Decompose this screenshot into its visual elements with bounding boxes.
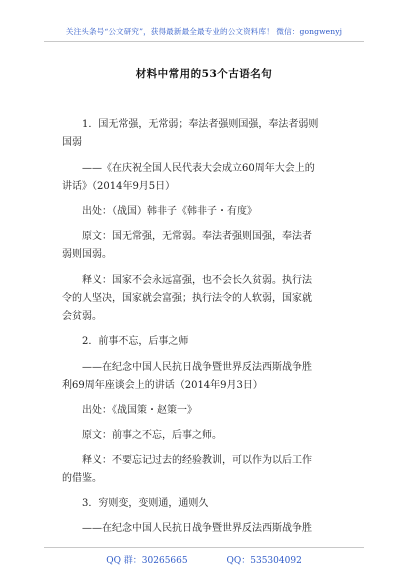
item-2-explain-cont: 的借鉴。	[62, 473, 102, 484]
item-2-heading: 2．前事不忘，后事之师	[82, 336, 189, 347]
header-divider	[44, 41, 364, 42]
item-1-source: ——《在庆祝全国人民代表大会成立60周年大会上的	[82, 163, 315, 174]
item-2-explain: 释义：不要忘记过去的经验教训，可以作为以后工作	[82, 455, 312, 466]
item-1-original: 原文：国无常强，无常弱。奉法者强则国强，奉法者	[82, 231, 312, 242]
item-1-source-cont: 讲话》（2014年9月5日）	[62, 181, 176, 192]
item-2-source-cont: 利69周年座谈会上的讲话（2014年9月3日）	[62, 380, 263, 391]
item-1-origin: 出处：（战国）韩非子《韩非子・有度》	[82, 206, 257, 217]
page-footer	[0, 553, 408, 566]
item-1-explain-cont2: 会贫弱。	[62, 311, 102, 322]
footer-qq-group: QQ 群：30265665	[106, 556, 188, 566]
item-1-heading-cont: 国弱	[62, 137, 82, 148]
item-1-heading: 1．国无常强，无常弱；奉法者强则国强，奉法者弱则	[82, 119, 319, 130]
item-2-original: 原文：前事之不忘，后事之师。	[82, 430, 222, 441]
footer-divider	[44, 547, 364, 548]
item-2-source: ——在纪念中国人民抗日战争暨世界反法西斯战争胜	[82, 362, 312, 373]
item-1-explain-cont: 令的人坚决，国家就会富强；执行法令的人软弱，国家就	[62, 293, 312, 304]
item-1-original-cont: 弱则国弱。	[62, 249, 112, 260]
footer-qq: QQ：535304092	[226, 556, 302, 566]
page-header: 关注头条号“公文研究”，获得最新最全最专业的公文资料库！ 微信：gongwenyj	[65, 27, 343, 36]
item-2-origin: 出处：《战国策・赵策一》	[82, 405, 197, 416]
item-3-heading: 3．穷则变，变则通，通则久	[82, 498, 209, 509]
document-title: 材料中常用的53个古语名句	[135, 68, 273, 80]
item-1-explain: 释义：国家不会永远富强，也不会长久贫弱。执行法	[82, 275, 312, 286]
item-3-source: ——在纪念中国人民抗日战争暨世界反法西斯战争胜	[82, 523, 312, 534]
